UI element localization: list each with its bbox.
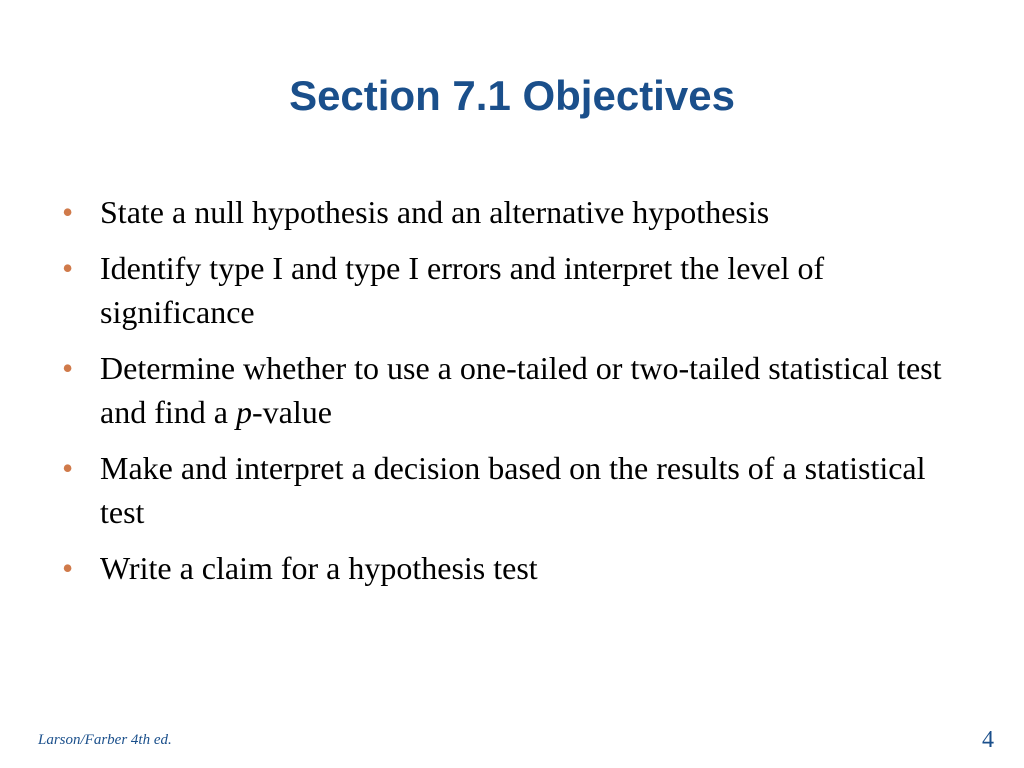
list-item	[62, 190, 972, 234]
list-item-text-start: Determine whether to use a one-tailed or two-tailed statistical test and find a	[100, 350, 942, 430]
list-item	[62, 346, 972, 434]
list-item-text: State a null hypothesis and an alternative hypothesis	[100, 194, 770, 230]
bullet-icon: •	[62, 250, 74, 286]
footer-citation: Larson/Farber 4th ed.	[38, 732, 172, 748]
page-number: 4	[982, 727, 994, 753]
list-item	[62, 246, 972, 334]
bullet-icon: •	[62, 350, 74, 386]
list-item	[62, 546, 972, 590]
p-variable: p	[235, 394, 252, 430]
slide-title: Section 7.1 Objectives	[289, 72, 735, 119]
list-item-text	[100, 350, 941, 430]
objectives-list	[62, 190, 972, 602]
bullet-icon: •	[62, 550, 74, 586]
bullet-icon: •	[62, 450, 74, 486]
list-item-text: Identify type I and type I errors and interpret the level of significance	[100, 250, 825, 330]
bullet-icon: •	[62, 194, 74, 230]
list-item-text: Make and interpret a decision based on the results of a statistical test	[100, 450, 926, 530]
list-item-text-end: -value	[251, 394, 332, 430]
list-item	[62, 446, 972, 534]
list-item-text: Write a claim for a hypothesis test	[100, 550, 538, 586]
